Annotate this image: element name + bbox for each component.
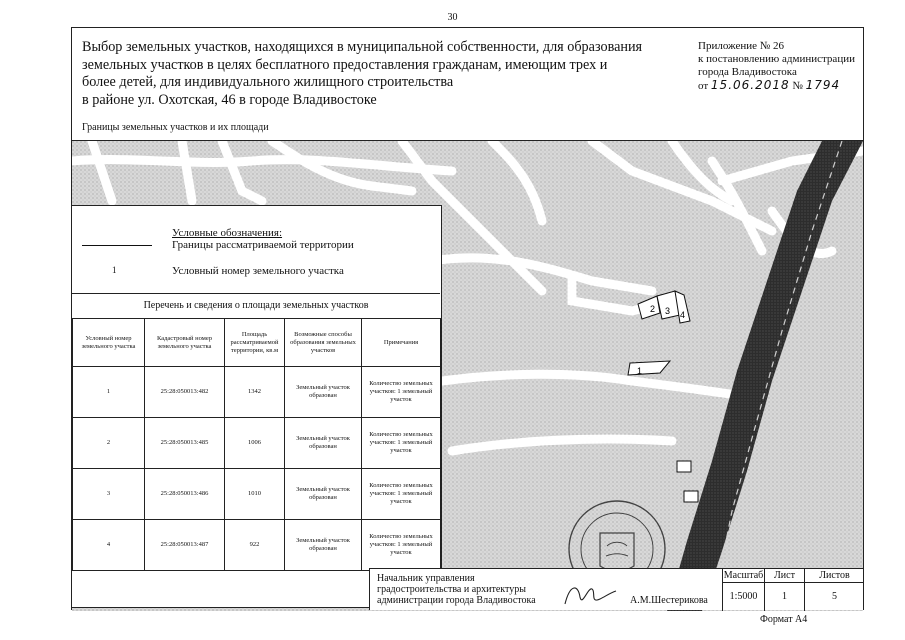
title-block bbox=[369, 568, 863, 610]
parcel-note: Количество земельных участков: 1 земельный участок bbox=[362, 367, 441, 418]
parcel-note: Количество земельных участков: 1 земельный участок bbox=[362, 520, 441, 571]
legend-divider bbox=[72, 293, 440, 294]
column-header: Возможные способы образования земельных участков bbox=[285, 319, 362, 367]
parcels-table bbox=[72, 318, 441, 571]
number-prefix: № bbox=[792, 80, 803, 92]
parcel-number-symbol: 1 bbox=[112, 265, 117, 275]
title-line: более детей, для индивидуального жилищного строительства bbox=[82, 74, 454, 90]
handwritten-number: 1794 bbox=[805, 78, 841, 92]
parcel-number: 2 bbox=[73, 418, 145, 469]
sheets-label: Листов bbox=[804, 569, 864, 583]
parcel-label-2: 2 bbox=[650, 304, 656, 314]
organization-line: администрации города Владивостока bbox=[377, 595, 536, 606]
organization-line: градостроительства и архитектуры bbox=[377, 584, 526, 595]
parcel-label-3: 3 bbox=[665, 306, 671, 316]
parcel-note: Количество земельных участков: 1 земельный участок bbox=[362, 418, 441, 469]
scale-value: 1:5000 bbox=[722, 583, 764, 611]
sheet-label: Лист bbox=[764, 569, 804, 583]
appendix-line: города Владивостока bbox=[698, 66, 797, 78]
date-prefix: от bbox=[698, 80, 709, 92]
table-row bbox=[73, 367, 441, 418]
parcel-label-1: 1 bbox=[637, 366, 643, 376]
parcel-area: 1010 bbox=[225, 469, 285, 520]
cadastral-number: 25:28:050013:485 bbox=[145, 418, 225, 469]
paper-format: Формат А4 bbox=[760, 614, 808, 625]
column-header: Кадастровый номер земельного участка bbox=[145, 319, 225, 367]
appendix-date-line bbox=[698, 79, 858, 93]
signature-icon bbox=[560, 579, 620, 609]
formation-method: Земельный участок образован bbox=[285, 418, 362, 469]
formation-method: Земельный участок образован bbox=[285, 367, 362, 418]
sheet-value: 1 bbox=[764, 583, 804, 611]
map-caption: Границы земельных участков и их площади bbox=[82, 122, 269, 133]
cadastral-number: 25:28:050013:487 bbox=[145, 520, 225, 571]
parcel-note: Количество земельных участков: 1 земельный участок bbox=[362, 469, 441, 520]
boundary-line-symbol bbox=[82, 245, 152, 246]
cadastral-number: 25:28:050013:486 bbox=[145, 469, 225, 520]
vehicle-icon bbox=[684, 491, 698, 502]
legend-panel bbox=[72, 205, 442, 608]
parcel-number: 3 bbox=[73, 469, 145, 520]
appendix-block bbox=[698, 40, 858, 93]
boundary-line-label: Границы рассматриваемой территории bbox=[172, 239, 354, 251]
sheet-info-grid bbox=[722, 569, 864, 611]
parcel-number: 4 bbox=[73, 520, 145, 571]
parcel-number: 1 bbox=[73, 367, 145, 418]
formation-method: Земельный участок образован bbox=[285, 469, 362, 520]
page-number: 30 bbox=[447, 12, 458, 23]
document-title bbox=[82, 39, 684, 109]
column-header: Примечания bbox=[362, 319, 441, 367]
organization-line: Начальник управления bbox=[377, 573, 475, 584]
title-line: земельных участков в целях бесплатного предоставления гражданам, имеющим трех и bbox=[82, 56, 608, 73]
sheets-value: 5 bbox=[804, 583, 864, 611]
parcel-number-label: Условный номер земельного участка bbox=[172, 265, 344, 277]
table-row bbox=[73, 418, 441, 469]
table-row bbox=[73, 469, 441, 520]
title-line: Выбор земельных участков, находящихся в муниципальной собственности, для образования bbox=[82, 39, 643, 55]
table-header-row bbox=[73, 319, 441, 367]
formation-method: Земельный участок образован bbox=[285, 520, 362, 571]
parcel-label-4: 4 bbox=[680, 310, 686, 320]
handwritten-date: 15.06.2018 bbox=[710, 78, 790, 92]
legend-title: Условные обозначения: bbox=[172, 227, 283, 239]
organization-block bbox=[377, 573, 536, 606]
parcel-area: 1006 bbox=[225, 418, 285, 469]
appendix-line: к постановлению администрации bbox=[698, 53, 855, 65]
cadastral-number: 25:28:050013:482 bbox=[145, 367, 225, 418]
title-line: в районе ул. Охотская, 46 в городе Владивостоке bbox=[82, 91, 377, 108]
parcel-area: 922 bbox=[225, 520, 285, 571]
table-title: Перечень и сведения о площади земельных участков bbox=[143, 300, 369, 311]
table-row bbox=[73, 520, 441, 571]
signer-name: А.М.Шестерикова bbox=[630, 595, 708, 606]
parcel-area: 1342 bbox=[225, 367, 285, 418]
vehicle-icon bbox=[677, 461, 691, 472]
scale-label: Масштаб bbox=[723, 570, 764, 581]
column-header: Условный номер земельного участка bbox=[73, 319, 145, 367]
column-header: Площадь рассматриваемой территории, кв.м bbox=[225, 319, 285, 367]
appendix-line: Приложение № 26 bbox=[698, 40, 785, 52]
